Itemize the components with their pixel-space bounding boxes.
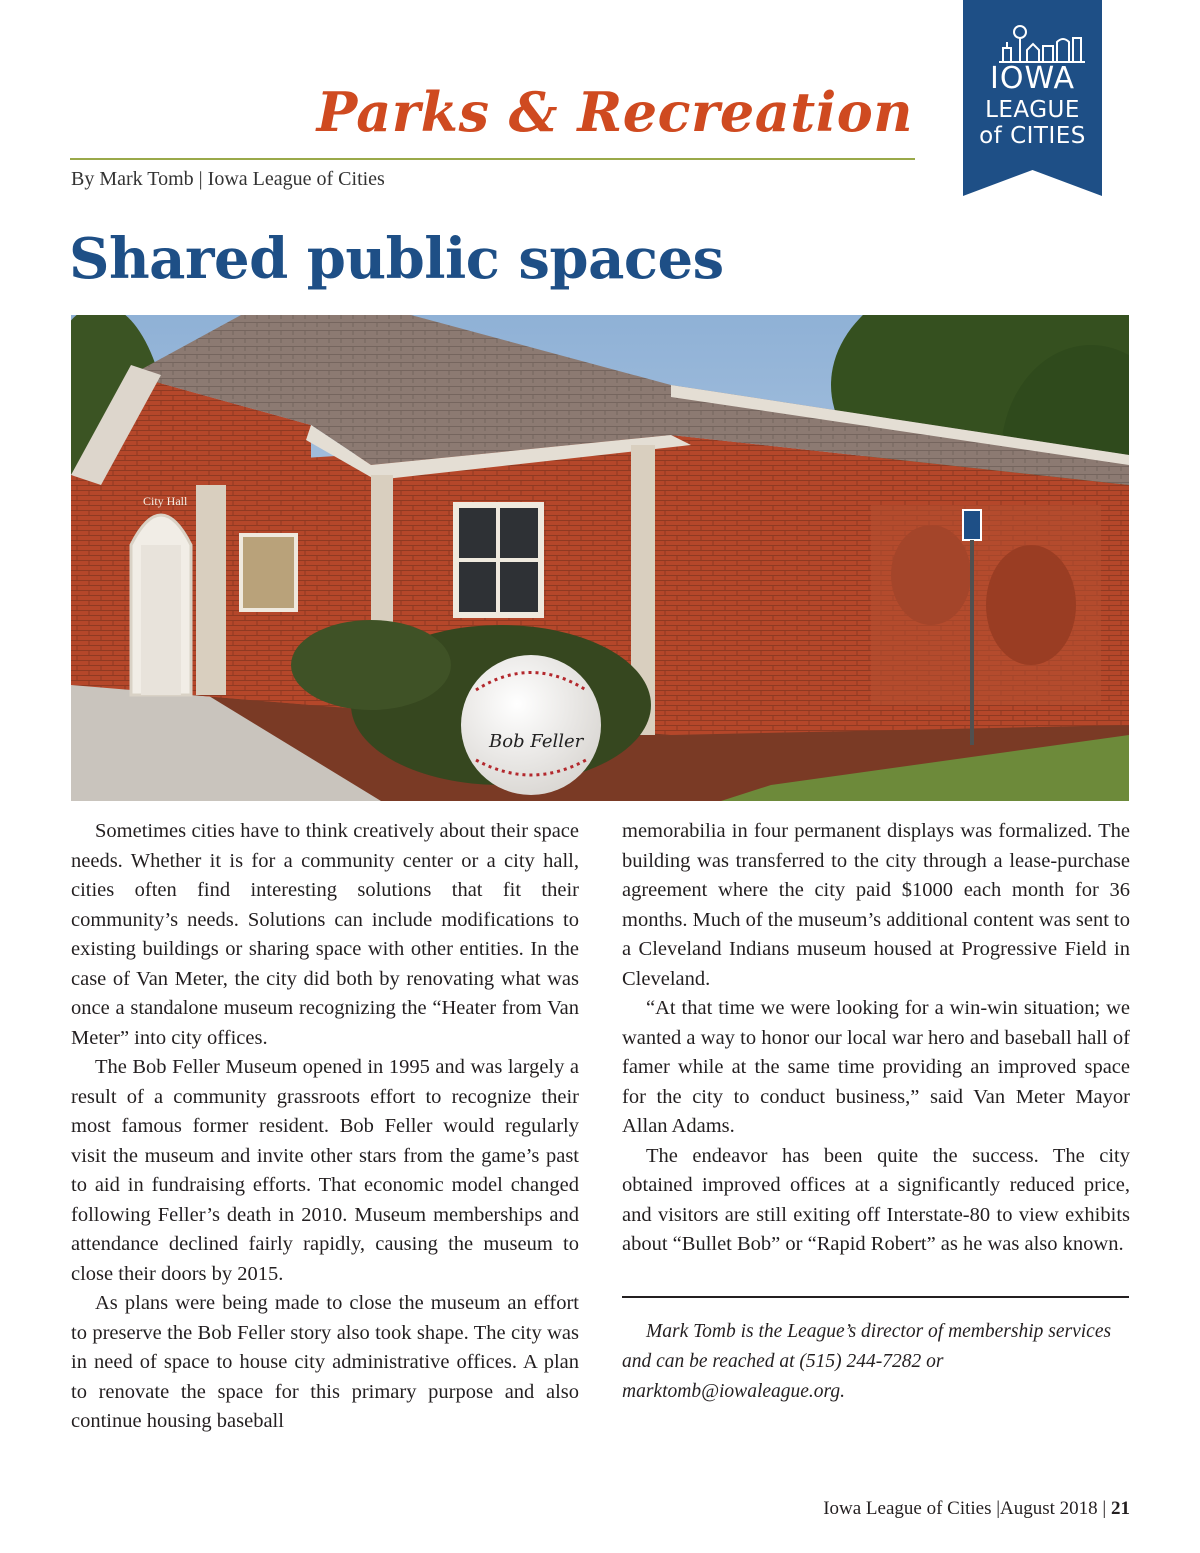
- article-paragraph: “At that time we were looking for a win-win situation; we wanted a way to honor our local war hero and baseball hall of famer while at the same time providing an improved space for the city to conduct business,” said Van Meter Mayor Allan Adams.: [622, 997, 1130, 1137]
- logo-text-iowa: IOWA: [989, 61, 1075, 96]
- footer-publication: Iowa League of Cities |August 2018 |: [823, 1498, 1107, 1519]
- author-bio-text: Mark Tomb is the League’s director of membership services and can be reached at (515) 244-7282 or marktomb@iowaleague.org.: [622, 1321, 1112, 1402]
- article-column-left: [71, 817, 579, 1437]
- bio-rule: [622, 1296, 1129, 1298]
- logo-text-league: LEAGUE: [985, 97, 1080, 123]
- byline: By Mark Tomb | Iowa League of Cities: [71, 168, 385, 190]
- author-bio: [622, 1317, 1129, 1407]
- logo-text-cities: of CITIES: [979, 123, 1086, 149]
- iowa-league-logo: [963, 0, 1102, 196]
- city-hall-photo: [71, 315, 1129, 801]
- article-headline: Shared public spaces: [69, 226, 724, 292]
- section-title: Parks & Recreation: [316, 80, 913, 144]
- city-hall-illustration: [71, 315, 1129, 801]
- ball-signature: Bob Feller: [489, 731, 584, 752]
- header-rule: [70, 158, 915, 160]
- article-paragraph-continued: memorabilia in four permanent displays was formalized. The building was transferred to the city through a lease-purchase agreement where the city paid $1000 each month for 36 months. Much of the museum’s additional content was sent to a Cleveland Indians museum housed at Progressive Field in Cleveland.: [622, 820, 1130, 990]
- article-paragraph: Sometimes cities have to think creatively about their space needs. Whether it is for a community center or a city hall, cities often find interesting solutions that fit their community’s needs. Solutions can include modifications to existing buildings or sharing space with other entities. In the case of Van Meter, the city did both by renovating what was once a standalone museum recognizing the “Heater from Van Meter” into city offices.: [71, 820, 579, 1049]
- article-paragraph: The endeavor has been quite the success. The city obtained improved offices at a significantly reduced price, and visitors are still exiting off Interstate-80 to view exhibits about “Bullet Bob” or “Rapid Robert” as he was also known.: [622, 1144, 1130, 1255]
- city-hall-sign: City Hall: [143, 494, 188, 508]
- article-paragraph: As plans were being made to close the museum an effort to preserve the Bob Feller story also took shape. The city was in need of space to house city administrative offices. A plan to renovate the space for this primary purpose and also continue housing baseball: [71, 1292, 579, 1432]
- article-column-right: [622, 817, 1130, 1260]
- article-paragraph: The Bob Feller Museum opened in 1995 and was largely a result of a community grassroots effort to recognize their most famous former resident. Bob Feller would regularly visit the museum and invite other stars from the game’s past to aid in fundraising efforts. That economic model changed following Feller’s death in 2010. Museum memberships and attendance declined fairly rapidly, causing the museum to close their doors by 2015.: [71, 1056, 579, 1285]
- page-number: 21: [1111, 1498, 1130, 1519]
- page-footer: [823, 1498, 1130, 1520]
